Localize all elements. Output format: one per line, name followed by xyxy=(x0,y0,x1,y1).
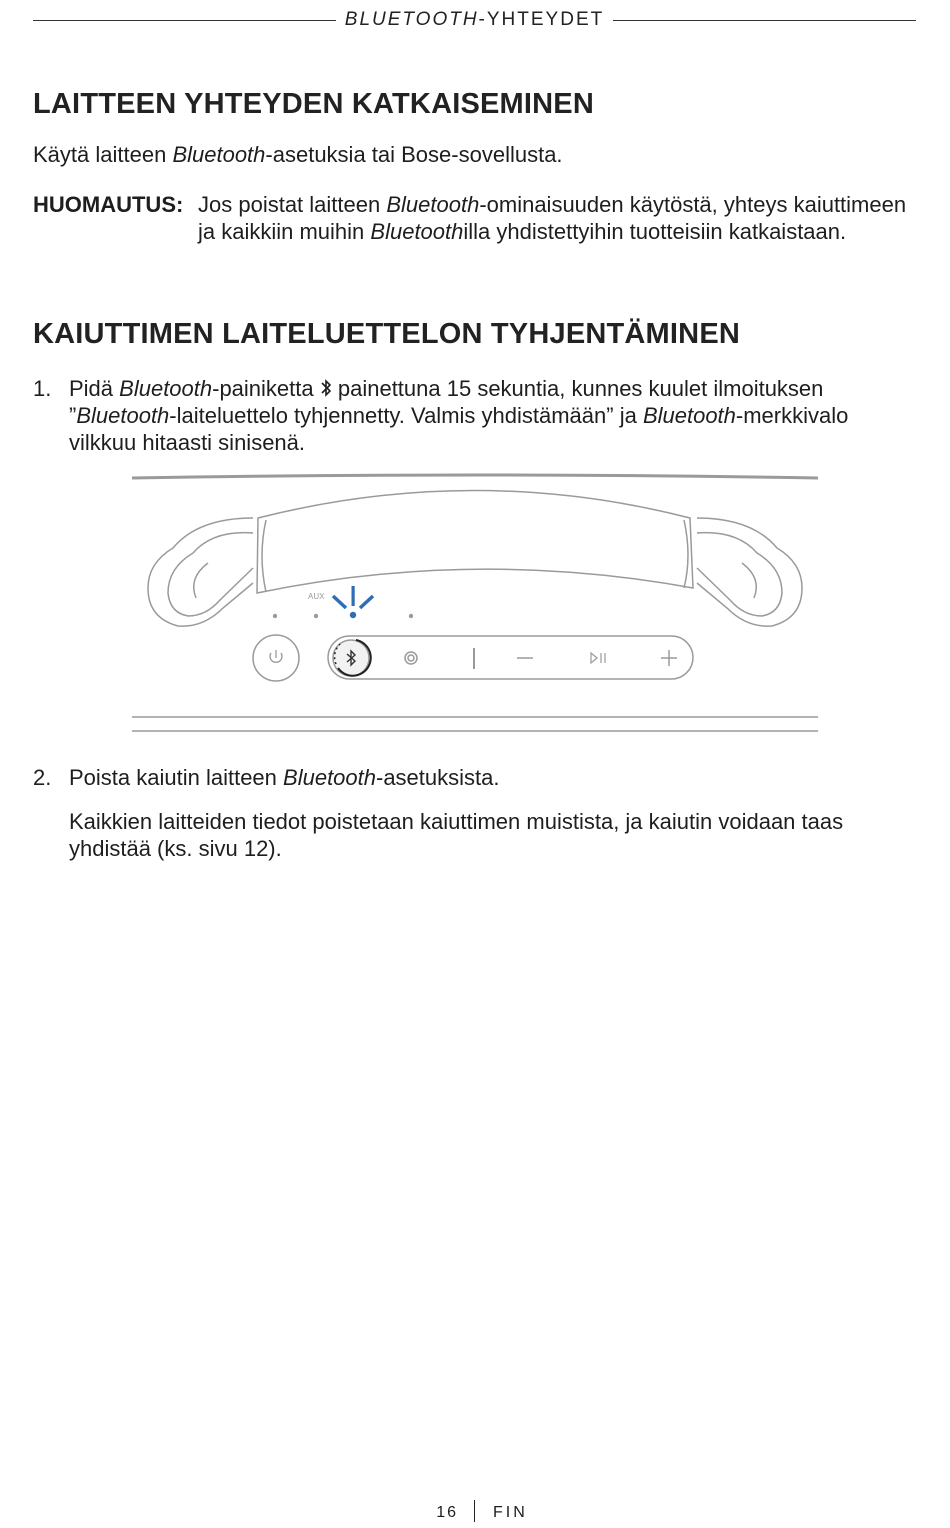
text-run: Poista kaiutin laitteen xyxy=(69,765,284,790)
blink-ray-right xyxy=(360,596,373,608)
header-title xyxy=(336,9,613,31)
step-1-text xyxy=(69,375,919,456)
language-code: FIN xyxy=(493,1504,528,1521)
text-run: Pidä xyxy=(69,376,120,401)
section-heading-disconnect: LAITTEEN YHTEYDEN KATKAISEMINEN xyxy=(33,88,594,120)
power-icon xyxy=(270,650,282,662)
text-run-italic: Bluetooth xyxy=(370,219,464,244)
text-run: Jos poistat laitteen xyxy=(198,192,387,217)
step-number: 1. xyxy=(33,376,52,401)
action-button-outer xyxy=(405,652,417,664)
left-handle-outer xyxy=(148,518,253,626)
led-row xyxy=(273,614,413,618)
blink-ray-center xyxy=(352,586,355,606)
header-rule-right xyxy=(613,20,916,21)
text-run: -painiketta xyxy=(212,376,320,401)
text-run-italic: Bluetooth xyxy=(76,403,170,428)
action-button-inner xyxy=(408,655,414,661)
section-heading-clear-list: KAIUTTIMEN LAITELUETTELON TYHJENTÄMINEN xyxy=(33,318,741,350)
text-run: illa yhdistettyihin tuotteisiin katkaistaan. xyxy=(463,219,847,244)
text-run: -asetuksia tai Bose-sovellusta. xyxy=(265,142,563,167)
disconnect-paragraph xyxy=(33,141,563,168)
text-run: Käytä laitteen xyxy=(33,142,173,167)
text-run: -merkkivalo vilkkuu hitaasti sinisenä. xyxy=(69,403,849,455)
page-footer xyxy=(0,1498,950,1528)
left-handle-inner xyxy=(168,533,253,616)
text-run: -laiteluettelo tyhjennetty. Valmis yhdistämään” ja xyxy=(169,403,643,428)
page-number: 16 xyxy=(436,1504,458,1521)
step-2-text xyxy=(69,764,919,791)
led-dot xyxy=(273,614,277,618)
right-handle-inner xyxy=(697,533,782,616)
handle-band xyxy=(257,491,693,594)
note-label: HUOMAUTUS: xyxy=(33,192,184,217)
text-run-italic: Bluetooth xyxy=(172,142,266,167)
step-number: 2. xyxy=(33,765,52,790)
speaker-illustration xyxy=(128,468,822,738)
volume-up-glyph xyxy=(661,650,677,666)
right-handle-loop xyxy=(742,563,756,598)
play-pause-icon xyxy=(591,653,605,663)
bluetooth-icon xyxy=(320,378,332,398)
text-run: painettuna 15 sekuntia, kunnes kuulet ilmoituksen ” xyxy=(69,376,824,428)
blink-ray-left xyxy=(333,596,346,608)
led-dot xyxy=(314,614,318,618)
left-handle-loop xyxy=(194,563,208,598)
text-run-italic: Bluetooth xyxy=(119,376,213,401)
text-run: -ominaisuuden käytöstä, yhteys kaiuttimeen ja kaikkiin muihin xyxy=(198,192,907,244)
note-body xyxy=(198,191,908,245)
bluetooth-led-blinking xyxy=(333,586,373,618)
text-run-italic: Bluetooth xyxy=(642,403,736,428)
right-handle-outer xyxy=(697,518,802,626)
text-run: -asetuksista. xyxy=(376,765,500,790)
page-header xyxy=(33,6,916,34)
band-cap-left xyxy=(262,520,266,592)
text-run-italic: Bluetooth xyxy=(386,192,480,217)
control-strip xyxy=(328,636,693,679)
header-rule-left xyxy=(33,20,336,21)
band-cap-right xyxy=(684,520,688,588)
led-dot xyxy=(409,614,413,618)
header-title-rest: -YHTEYDET xyxy=(478,9,605,30)
aux-label: AUX xyxy=(308,592,325,601)
bluetooth-led xyxy=(350,612,356,618)
text-run-italic: Bluetooth xyxy=(283,765,376,790)
speaker-top-edge xyxy=(132,475,818,478)
footer-separator xyxy=(474,1500,475,1522)
step-2-detail: Kaikkien laitteiden tiedot poistetaan kaiuttimen muistista, ja kaiutin voidaan taas yhdistää (ks. sivu 12). xyxy=(69,809,844,861)
header-title-italic: BLUETOOTH xyxy=(344,9,479,30)
